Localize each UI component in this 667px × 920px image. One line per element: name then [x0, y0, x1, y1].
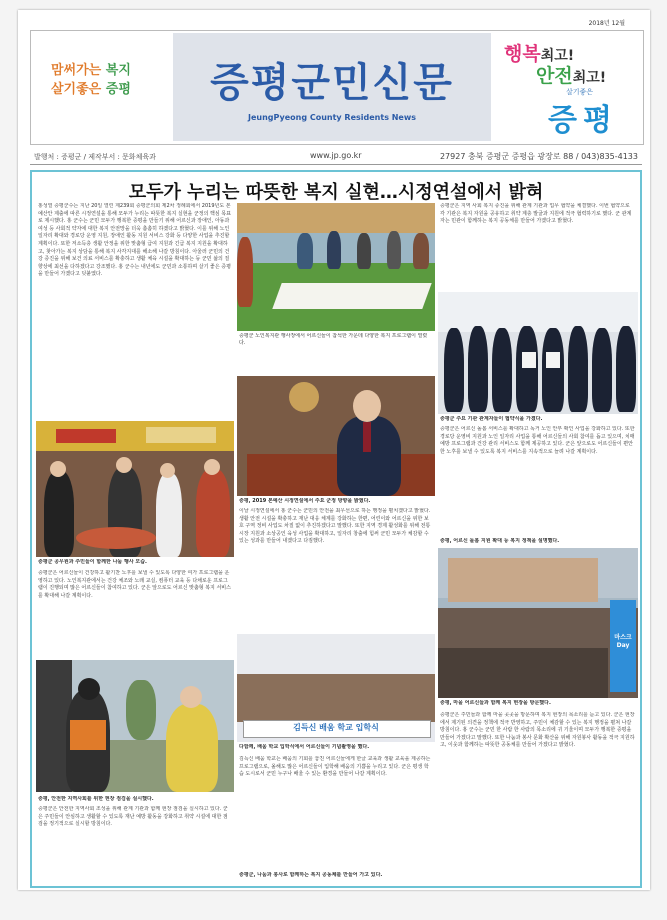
slogan-word: 행복 [504, 43, 541, 65]
issue-date: 2018년 12월 [588, 20, 625, 27]
title-box [173, 33, 491, 141]
caption-7: 다함께, 배움 학교 입학식에서 어르신들이 기념촬영을 했다. [239, 744, 370, 750]
publisher-info: 발행처 : 증평군 / 제작부서 : 문화체육과 [34, 153, 156, 161]
body-text-col2b: 김득신 배움 학교는 배움의 기회를 놓친 어르신들에게 한글 교육과 생활 교육을 제공하는 프로그램으로, 올해도 많은 어르신들이 입학해 배움의 기쁨을 누리고 있다. 군은 평생 학습 도시로서 군민 누구나 배울 수 있는 환경을 만들어 나갈 계획이다. [239, 756, 431, 778]
photo-mou-signing [438, 292, 638, 414]
slogan-text [51, 61, 131, 99]
caption-8: 증평, 마을 어르신들과 함께 복지 현장을 방문했다. [440, 700, 551, 706]
body-text-col1a: 홍성열 증평군수는 지난 20일 열린 제239회 증평군의회 제2차 정례회에서 2019년도 본예산안 제출에 따른 시정연설을 통해 모두가 누리는 따뜻한 복지 실현을 군정의 핵심 목표로 제시했다. 홍 군수는 군민 모두가 행복한 증평을 만들기 위해 어르신과 장애인, 아동과 여성 등 사회적 약자에 대한 복지 안전망을 더욱 촘촘히 하겠다고 밝혔다. 이를 위해 노인 일자리 확대와 경로당 운영 지원, 장애인 활동 지원 서비스 강화 등 다양한 사업을 추진할 계획이다. 또한 저소득층 생활 안정을 위한 맞춤형 급여 지원과 긴급 복지 지원을 확대하고, 찾아가는 복지 상담을 통해 복지 사각지대를 해소해 나갈 방침이다. 아울러 군민의 건강 증진을 위해 보건 의료 서비스를 확충하고 생활 체육 시설을 확대하는 등 군민 삶의 질 향상에 최선을 다하겠다고 강조했다. 홍 군수는 내년에도 군민과 소통하며 살기 좋은 증평을 만들어 가겠다고 덧붙였다. [38, 203, 231, 278]
caption-3: 증평, 2019 본예산 시정연설에서 주요 군정 방향을 밝혔다. [239, 498, 371, 504]
newspaper-title: 증평군민신문 [210, 60, 454, 106]
slogan-word: 최고! [540, 48, 575, 64]
address-info: 27927 충북 증평군 증평읍 광장로 88 / 043)835-4133 [439, 152, 638, 161]
caption-6: 증평, 안전한 지역사회를 위한 현장 점검을 실시했다. [38, 796, 154, 802]
body-text-col1c: 증평군은 안전한 지역사회 조성을 위해 관계 기관과 함께 현장 점검을 실시하고 있다. 군은 주민들이 안심하고 생활할 수 있도록 재난 예방 활동을 강화하고 취약 시설에 대한 점검을 정기적으로 실시할 방침이다. [38, 806, 228, 828]
slogan-small: 살기좋은 [566, 88, 594, 96]
newspaper-subtitle: JeungPyeong County Residents News [247, 113, 417, 122]
caption-2: 증평군 공무원과 주민들이 함께한 나눔 행사 모습. [38, 559, 147, 565]
slogan-box [35, 35, 171, 139]
website-link[interactable]: www.jp.go.kr [310, 151, 362, 160]
slogan-word: 맘써가는 [51, 63, 102, 78]
body-text-col2a: 이날 시정연설에서 홍 군수는 군민의 안전을 최우선으로 하는 행정을 펼치겠다고 밝혔다. 생활 안전 시설을 확충하고 재난 대응 체계를 강화하는 한편, 어린이와 어르신을 위한 보호 구역 정비 사업도 차질 없이 추진하겠다고 말했다. 또한 지역 경제 활성화를 위해 전통시장 지원과 소상공인 육성 사업을 확대하고, 일자리 창출에 힘써 군민 모두가 체감할 수 있는 성과를 만들어 내겠다고 다짐했다. [239, 508, 431, 545]
body-text-col1b: 증평군은 어르신들이 건강하고 활기찬 노후를 보낼 수 있도록 다양한 여가 프로그램을 운영하고 있다. 노인복지관에서는 건강 체조와 노래 교실, 컴퓨터 교육 등 다채로운 프로그램이 진행되며 많은 어르신들이 참여하고 있다. 군은 앞으로도 어르신 맞춤형 복지 서비스를 확대해 나갈 계획이다. [38, 570, 231, 599]
caption-1: 증평군 노인복지관 행사장에서 어르신들이 참석한 가운데 다양한 복지 프로그램이 열렸다. [239, 333, 428, 346]
slogan-safe [536, 61, 606, 88]
photo-school-entrance [237, 634, 435, 742]
photo-group-visit [438, 548, 638, 698]
masthead [30, 30, 644, 145]
slogan-word: 살기좋은 [51, 82, 102, 97]
caption-9: 증평군, 나눔과 봉사로 함께하는 복지 공동체를 만들어 가고 있다. [239, 872, 383, 878]
slogan-word: 안전 [536, 65, 573, 87]
publisher-bar [30, 150, 642, 165]
jeungpyeong-logo-text: 증평 [548, 103, 618, 138]
photo-welfare-event [36, 421, 234, 557]
caption-4: 증평군 주요 기관 관계자들이 협약식을 가졌다. [440, 416, 543, 422]
photo-safety-inspection [36, 660, 234, 792]
banner-text: 김득신 배움 학교 입학식 [293, 723, 379, 732]
slogan-word: 복지 [105, 63, 131, 78]
sign-text: 마스크 Day [614, 634, 632, 649]
body-text-col3c: 증평군은 주민들과 함께 마을 곳곳을 방문하며 복지 현장의 목소리를 듣고 있다. 군은 현장에서 제기된 의견을 정책에 적극 반영하고, 주민이 체감할 수 있는 복지 행정을 펼쳐 나갈 방침이다. 홍 군수는 군민 한 사람 한 사람의 목소리에 귀 기울이며 모두가 행복한 증평을 만들어 가겠다고 말했다. 또한 나눔과 봉사 문화 확산을 위해 자원봉사 활동을 적극 지원하고, 이웃과 함께하는 따뜻한 공동체를 만들어 가겠다고 밝혔다. [440, 712, 635, 749]
photo-speech [237, 376, 435, 496]
article-headline: 모두가 누리는 따뜻한 복지 실현…시정연설에서 밝혀 [128, 182, 544, 203]
slogan-word: 최고! [572, 70, 607, 86]
slogan-word: 증평 [105, 82, 131, 97]
caption-5: 증평, 어르신 돌봄 지원 확대 등 복지 정책을 설명했다. [440, 538, 560, 544]
happy-slogan-box [496, 35, 639, 139]
photo-outdoor-ceremony [237, 203, 435, 331]
body-text-col3b: 증평군은 어르신 돌봄 서비스를 확대하고 독거 노인 안부 확인 사업을 강화하고 있다. 또한 경로당 운영비 지원과 노인 일자리 사업을 통해 어르신들의 사회 참여를 돕고 있으며, 치매 예방 프로그램과 건강 관리 서비스도 함께 제공하고 있다. 군은 앞으로도 어르신들이 편안한 노후를 보낼 수 있도록 복지 서비스를 지속적으로 늘려 나갈 계획이다. [440, 426, 635, 455]
body-text-col3a: 증평군은 지역 사회 복지 증진을 위해 관계 기관과 업무 협약을 체결했다. 이번 협약으로 각 기관은 복지 자원을 공유하고 취약 계층 발굴과 지원에 적극 협력하기로 했다. 군 관계자는 민관이 함께하는 복지 공동체를 만들어 가겠다고 밝혔다. [440, 203, 632, 225]
